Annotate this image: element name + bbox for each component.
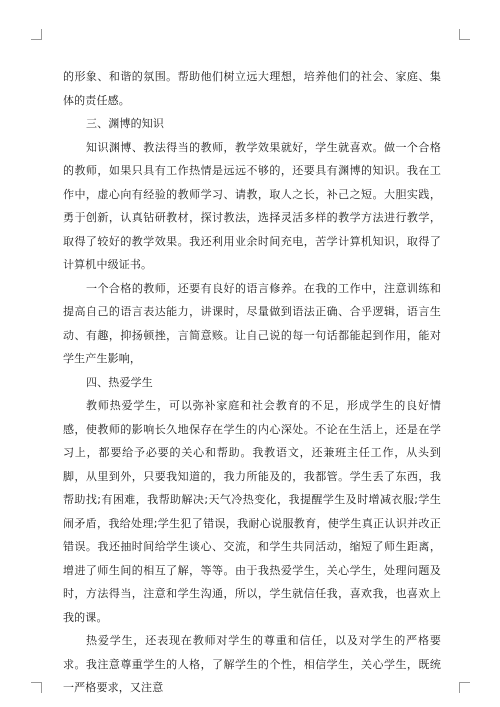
paragraph-respect: 热爱学生，还表现在教师对学生的尊重和信任，以及对学生的严格要求。我注意尊重学生的人格，了解学生的个性，相信学生，关心学生，既统一严格要求，又注意: [63, 634, 441, 694]
crop-mark-top-left: [31, 29, 42, 40]
section-heading-love-students: 四、热爱学生: [86, 375, 153, 389]
paragraph-continuation: 的形象、和谐的氛围。帮助他们树立远大理想，培养他们的社会、家庭、集体的责任感。: [63, 70, 441, 107]
paragraph-language: 一个合格的教师，还要有良好的语言修养。在我的工作中，注意训练和提高自己的语言表达能力，讲课时，尽量做到语法正确、合乎逻辑，语言生动、有趣，抑扬顿挫，言简意赅。让自己说的每一句话都能起到作用，能对学生产生影响，: [63, 281, 441, 365]
paragraph-love-students: 教师热爱学生，可以弥补家庭和社会教育的不足，形成学生的良好情感，使教师的影响长久地保存在学生的内心深处。不论在生活上，还是在学习上，都要给予必要的关心和帮助。我教语文，还兼班主任工作，从头到脚，从里到外，只要我知道的，我力所能及的，我都管。学生丢了东西，我帮助找;有困难，我帮助解决;天气冷热变化，我提醒学生及时增减衣服;学生闹矛盾，我给处理;学生犯了错误，我耐心说服教育，使学生真正认识并改正错误。我还抽时间给学生谈心、交流，和学生共同活动，缩短了师生距离，增进了师生间的相互了解，等等。由于我热爱学生，关心学生，处理问题及时，方法得当，注意和学生沟通，所以，学生就信任我，喜欢我，也喜欢上我的课。: [63, 399, 441, 624]
crop-mark-bottom-left: [31, 682, 42, 693]
section-heading-knowledge: 三、渊博的知识: [86, 117, 165, 130]
document-body: [63, 65, 441, 700]
crop-mark-top-right: [459, 29, 470, 40]
paragraph-knowledge: 知识渊博、教法得当的教师，教学效果就好，学生就喜欢。做一个合格的教师，如果只具有工作热情是远远不够的，还要具有渊博的知识。我在工作中，虚心向有经验的教师学习、请教，取人之长，补己之短。大胆实践，勇于创新，认真钻研教材，探讨教法，选择灵活多样的教学方法进行教学，取得了较好的教学效果。我还利用业余时间充电，苦学计算机知识，取得了计算机中级证书。: [63, 140, 441, 271]
crop-mark-bottom-right: [459, 682, 470, 693]
